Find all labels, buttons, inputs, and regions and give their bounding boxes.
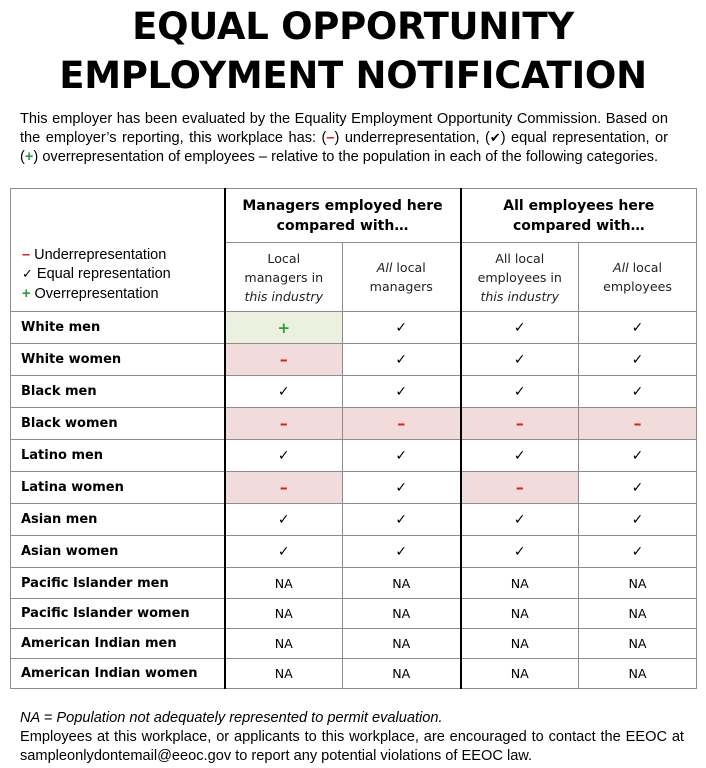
col4-line1 — [579, 258, 696, 277]
intro-text-3: ) equal representation, or ( — [20, 130, 668, 165]
status-cell: NA — [225, 629, 343, 659]
legend-under — [22, 246, 224, 266]
col2-line2: managers — [369, 279, 433, 294]
managers-group-line1: Managers employed here — [242, 197, 443, 214]
status-cell: ✓ — [225, 440, 343, 472]
table-row — [11, 344, 697, 376]
legend-over-label: Overrepresentation — [30, 285, 159, 302]
legend-under-label: Underrepresentation — [30, 246, 167, 263]
row-label: Latino men — [11, 440, 225, 472]
status-cell: NA — [579, 568, 697, 599]
status-cell: ✓ — [579, 312, 697, 344]
legend-under-symbol: – — [22, 246, 31, 263]
legend — [11, 189, 225, 312]
status-cell: ✓ — [579, 376, 697, 408]
status-cell: ✓ — [343, 504, 461, 536]
status-cell: ✓ — [343, 472, 461, 504]
table-row — [11, 659, 697, 689]
status-cell: ✓ — [343, 440, 461, 472]
minus-symbol: – — [326, 130, 335, 146]
intro-text-2: ) underrepresentation, ( — [334, 130, 490, 146]
col-all-local-managers — [343, 243, 461, 312]
col4-text: local — [628, 260, 663, 275]
row-label: Pacific Islander women — [11, 599, 225, 629]
status-cell: ✓ — [343, 536, 461, 568]
status-cell: NA — [461, 629, 579, 659]
status-cell: – — [343, 408, 461, 440]
status-cell: ✓ — [461, 344, 579, 376]
row-label: Asian women — [11, 536, 225, 568]
status-cell: ✓ — [579, 536, 697, 568]
status-cell: ✓ — [461, 440, 579, 472]
row-label: Asian men — [11, 504, 225, 536]
col3-line2: employees in — [477, 269, 562, 285]
status-cell: – — [461, 408, 579, 440]
status-cell: ✓ — [225, 504, 343, 536]
status-cell: ✓ — [579, 472, 697, 504]
row-label: White women — [11, 344, 225, 376]
row-label: Black men — [11, 376, 225, 408]
status-cell: ✓ — [461, 312, 579, 344]
plus-symbol: + — [24, 149, 34, 165]
col2-em: All — [376, 260, 393, 275]
managers-group-line2: compared with… — [276, 217, 409, 234]
col1-line2: managers in — [244, 269, 324, 285]
col-local-employees-industry — [461, 243, 579, 312]
employees-group-line1: All employees here — [503, 197, 655, 214]
title-line-2: EMPLOYMENT NOTIFICATION — [59, 54, 647, 97]
status-cell: ✓ — [225, 376, 343, 408]
employees-group-line2: compared with… — [512, 217, 645, 234]
status-cell: ✓ — [579, 440, 697, 472]
col4-line2: employees — [603, 279, 672, 294]
col-local-managers-industry — [225, 243, 343, 312]
table-row — [11, 472, 697, 504]
status-cell: NA — [343, 629, 461, 659]
status-cell: NA — [225, 659, 343, 689]
status-cell: NA — [343, 568, 461, 599]
table-body — [11, 312, 697, 689]
status-cell: ✓ — [579, 504, 697, 536]
col4-em: All — [613, 260, 629, 275]
status-cell: ✓ — [461, 536, 579, 568]
intro-text-4: ) overrepresentation of employees – relative to the population in each of the following categories. — [33, 149, 659, 165]
table-row — [11, 312, 697, 344]
footer-contact: Employees at this workplace, or applicants to this workplace, are encouraged to contact the EEOC at sampleonlydontemail@eeoc.gov to report any potential violations of EEOC law. — [20, 729, 684, 764]
table-row — [11, 568, 697, 599]
row-label: American Indian women — [11, 659, 225, 689]
col2-text: local — [392, 260, 426, 275]
status-cell: NA — [343, 659, 461, 689]
status-cell: NA — [461, 659, 579, 689]
employees-group-header — [461, 189, 697, 243]
status-cell: NA — [579, 629, 697, 659]
status-cell: NA — [461, 599, 579, 629]
legend-over-symbol: + — [22, 285, 31, 302]
legend-equal — [22, 265, 224, 285]
status-cell: NA — [225, 599, 343, 629]
status-cell: ✓ — [343, 312, 461, 344]
row-label: Black women — [11, 408, 225, 440]
legend-over — [22, 285, 224, 305]
table-row — [11, 536, 697, 568]
footnote-na: NA = Population not adequately represented to permit evaluation. — [20, 710, 443, 726]
status-cell: NA — [343, 599, 461, 629]
status-cell: NA — [461, 568, 579, 599]
legend-equal-symbol: ✓ — [22, 267, 33, 282]
table-row — [11, 376, 697, 408]
table-row — [11, 599, 697, 629]
table-row — [11, 629, 697, 659]
status-cell: NA — [579, 599, 697, 629]
managers-group-header — [225, 189, 461, 243]
table-row — [11, 440, 697, 472]
status-cell: ✓ — [225, 536, 343, 568]
status-cell: NA — [225, 568, 343, 599]
status-cell: NA — [579, 659, 697, 689]
col2-line1 — [343, 258, 460, 277]
col3-line3: this industry — [480, 288, 560, 304]
status-cell: ✓ — [343, 376, 461, 408]
col1-line3: this industry — [244, 288, 324, 304]
row-label: American Indian men — [11, 629, 225, 659]
status-cell: ✓ — [461, 504, 579, 536]
status-cell: ✓ — [579, 344, 697, 376]
intro-text-1: This employer has been evaluated by the Equality Employment Opportunity Commission. Based on the employer’s reporting, this workplace has: ( — [20, 111, 668, 146]
status-cell: – — [225, 408, 343, 440]
status-cell: – — [461, 472, 579, 504]
row-label: Latina women — [11, 472, 225, 504]
status-cell: + — [225, 312, 343, 344]
status-cell: – — [225, 472, 343, 504]
col3-line1: All local — [495, 250, 545, 266]
table-row — [11, 408, 697, 440]
evaluation-table — [10, 188, 697, 689]
status-cell: ✓ — [461, 376, 579, 408]
col1-line1: Local — [267, 250, 301, 266]
status-cell: – — [225, 344, 343, 376]
title-line-1: EQUAL OPPORTUNITY — [132, 5, 574, 48]
status-cell: ✓ — [343, 344, 461, 376]
row-label: White men — [11, 312, 225, 344]
row-label: Pacific Islander men — [11, 568, 225, 599]
check-symbol: ✔ — [489, 131, 501, 146]
intro-paragraph — [20, 110, 668, 167]
status-cell: – — [579, 408, 697, 440]
legend-equal-label: Equal representation — [32, 266, 171, 282]
col-all-local-employees — [579, 243, 697, 312]
table-row — [11, 504, 697, 536]
